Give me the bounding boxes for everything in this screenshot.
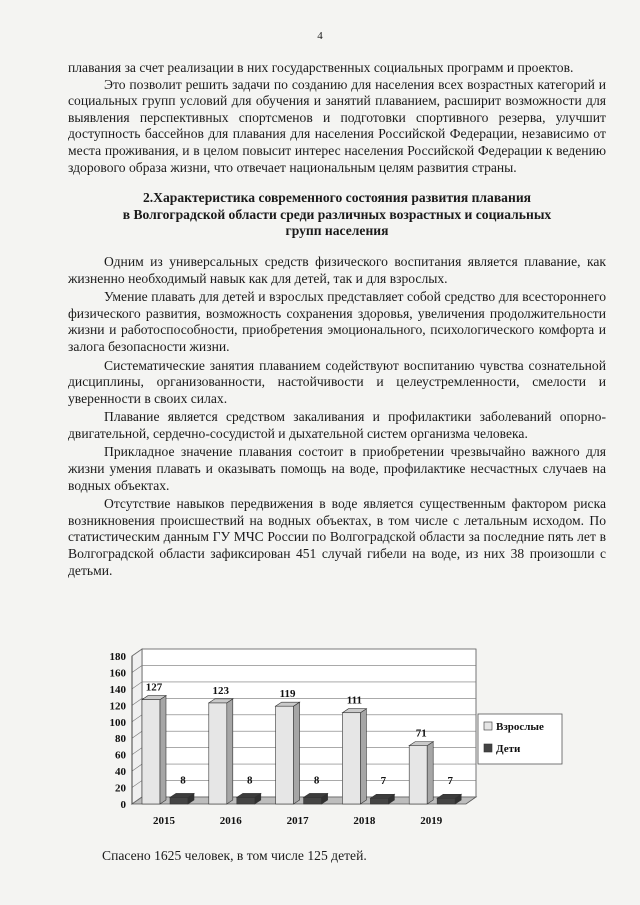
y-tick-label: 60 xyxy=(115,749,126,762)
bar-deti xyxy=(237,797,255,804)
data-label: 119 xyxy=(279,688,296,701)
section-heading-line: 2.Характеристика современного состояния развития плавания xyxy=(142,190,532,206)
bar-chart-svg xyxy=(76,642,576,838)
y-tick-label: 140 xyxy=(109,683,126,696)
paragraph: Отсутствие навыков передвижения в воде является существенным фактором риска возникновения происшествий на водных объектах, в том числе с летальным исходом. По статистическим данным ГУ МЧС России по Волгоградской области за последние пять лет в Волгоградской области зафиксирован 451 случай гибели на воде, из них 38 произошли с детьми. xyxy=(68,496,606,578)
y-tick-label: 40 xyxy=(115,766,126,779)
data-label: 7 xyxy=(380,775,387,788)
x-tick-label: 2019 xyxy=(420,815,443,827)
y-tick-label: 20 xyxy=(115,782,126,795)
chart-caption: Спасено 1625 человек, в том числе 125 детей. xyxy=(102,848,367,863)
y-tick-label: 0 xyxy=(120,799,126,811)
y-tick-label: 100 xyxy=(109,716,126,729)
bar-deti xyxy=(170,797,188,804)
x-tick-label: 2017 xyxy=(286,815,309,827)
data-label: 7 xyxy=(447,775,453,788)
bar-deti xyxy=(304,797,322,804)
paragraph: Плавание является средством закаливания и профилактики заболеваний опорно-двигательной, сердечно-сосудистой и дыхательной систем организма человека. xyxy=(68,409,606,441)
y-tick-label: 180 xyxy=(109,651,126,663)
bar-vzroslye xyxy=(342,713,360,804)
data-label: 127 xyxy=(145,681,163,694)
bar-vzroslye xyxy=(209,703,227,804)
data-label: 71 xyxy=(415,727,427,740)
bar-vzroslye-side xyxy=(294,702,300,804)
document-body xyxy=(68,60,606,579)
paragraph: Прикладное значение плавания состоит в приобретении чрезвычайно важного для жизни умения плавать и оказывать помощь на воде, профилактике несчастных случаев на водных объектах. xyxy=(68,444,606,493)
data-label: 8 xyxy=(180,774,186,787)
legend-label: Взрослые xyxy=(496,721,544,733)
data-label: 8 xyxy=(313,774,320,787)
bar-deti xyxy=(370,798,388,804)
page-number: 4 xyxy=(317,30,323,42)
y-tick-label: 160 xyxy=(109,667,126,680)
legend-swatch xyxy=(484,722,492,730)
bar-vzroslye xyxy=(276,706,294,804)
bar-vzroslye-side xyxy=(427,742,433,804)
chart-side-wall xyxy=(132,649,142,804)
paragraph: Умение плавать для детей и взрослых представляет собой средство для всестороннего физического развития, возможность сохранения здоровья, увеличения продолжительности жизни и работоспособности, приобретения эмоционального, психологического комфорта и залога безопасности жизни. xyxy=(68,289,606,354)
section-heading-line: групп населения xyxy=(285,223,389,239)
x-tick-label: 2018 xyxy=(353,815,376,827)
paragraph: Это позволит решить задачи по созданию для населения всех возрастных категорий и социальных групп условий для обучения и занятий плаванием, расширит возможности для выявления перспективных спортсменов и подготовки спортивного резерва, улучшит доступность бассейнов для плавания для населения Российской Федерации, независимо от места проживания, и в целом повысит интерес населения Российской Федерации к ведению здорового образа жизни, что отвечает национальным целям развития страны. xyxy=(68,76,606,175)
y-tick-label: 120 xyxy=(109,700,126,713)
paragraph: плавания за счет реализации в них государственных социальных программ и проектов. xyxy=(68,60,574,75)
paragraph: Систематические занятия плаванием содействуют воспитанию чувства сознательной дисциплины, организованности, настойчивости и целеустремленности, смелости и уверенности в своих силах. xyxy=(68,357,606,406)
data-label: 8 xyxy=(247,774,253,787)
x-tick-label: 2015 xyxy=(153,815,175,827)
section-heading-line: в Волгоградской области среди различных возрастных и социальных xyxy=(122,206,552,222)
data-label: 123 xyxy=(212,684,230,697)
x-tick-label: 2016 xyxy=(219,815,242,827)
data-label: 111 xyxy=(346,694,363,707)
bar-vzroslye-side xyxy=(160,696,166,804)
bar-vzroslye xyxy=(142,700,160,804)
bar-vzroslye-side xyxy=(227,699,233,804)
bar-vzroslye-side xyxy=(360,709,366,804)
y-tick-label: 80 xyxy=(115,733,126,746)
bar-deti xyxy=(437,798,455,804)
legend-swatch xyxy=(484,744,492,752)
bar-chart xyxy=(76,642,576,838)
legend-label: Дети xyxy=(496,743,521,755)
section-heading xyxy=(68,190,606,240)
bar-vzroslye xyxy=(409,746,427,804)
paragraph: Одним из универсальных средств физического воспитания является плавание, как жизненно необходимый навык как для детей, так и для взрослых. xyxy=(68,253,606,286)
